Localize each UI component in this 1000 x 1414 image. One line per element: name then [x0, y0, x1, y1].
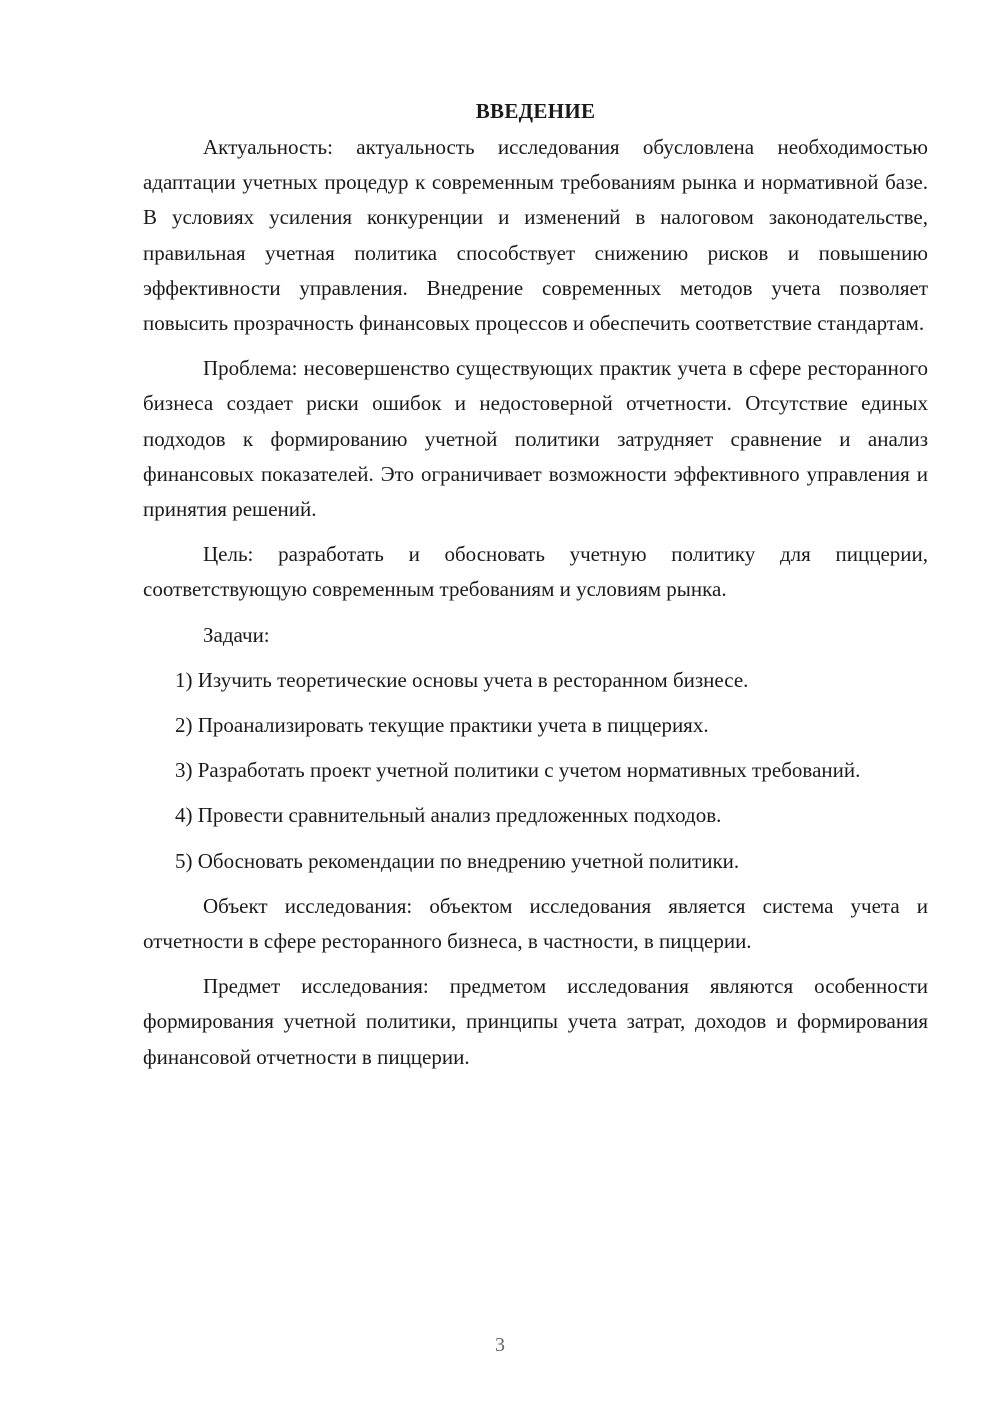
- goal-paragraph: Цель: разработать и обосновать учетную политику для пиццерии, соответствующую современным требованиям и условиям рынка.: [143, 542, 928, 602]
- task-item-3: 3) Разработать проект учетной политики с учетом нормативных требований.: [175, 758, 861, 783]
- task-item-4: 4) Провести сравнительный анализ предложенных подходов.: [175, 803, 722, 828]
- task-item-5: 5) Обосновать рекомендации по внедрению учетной политики.: [175, 848, 740, 873]
- task-item-2: 2) Проанализировать текущие практики учета в пиццериях.: [175, 713, 709, 738]
- tasks-heading: Задачи:: [203, 622, 270, 647]
- problem-paragraph: Проблема: несовершенство существующих практик учета в сфере ресторанного бизнеса создает риски ошибок и недостоверной отчетности. Отсутствие единых подходов к формированию учетной политики затрудняет сравнение и анализ финансовых показателей. Это ограничивает возможности эффективного управления и принятия решений.: [143, 356, 928, 522]
- subject-paragraph: Предмет исследования: предметом исследования являются особенности формирования учетной политики, принципы учета затрат, доходов и формирования финансовой отчетности в пиццерии.: [143, 974, 928, 1069]
- object-paragraph: Объект исследования: объектом исследования является система учета и отчетности в сфере ресторанного бизнеса, в частности, в пиццерии.: [143, 893, 928, 954]
- page-title: ВВЕДЕНИЕ: [475, 99, 596, 123]
- relevance-paragraph: Актуальность: актуальность исследования обусловлена необходимостью адаптации учетных процедур к современным требованиям рынка и нормативной базе. В условиях усиления конкуренции и изменений в налоговом законодательстве, правильная учетная политика способствует снижению рисков и повышению эффективности управления. Внедрение современных методов учета позволяет повысить прозрачность финансовых процессов и обеспечить соответствие стандартам.: [143, 135, 928, 336]
- document-page: [143, 96, 928, 1085]
- page-number: 3: [495, 1334, 505, 1356]
- task-item-1: 1) Изучить теоретические основы учета в ресторанном бизнесе.: [175, 667, 749, 692]
